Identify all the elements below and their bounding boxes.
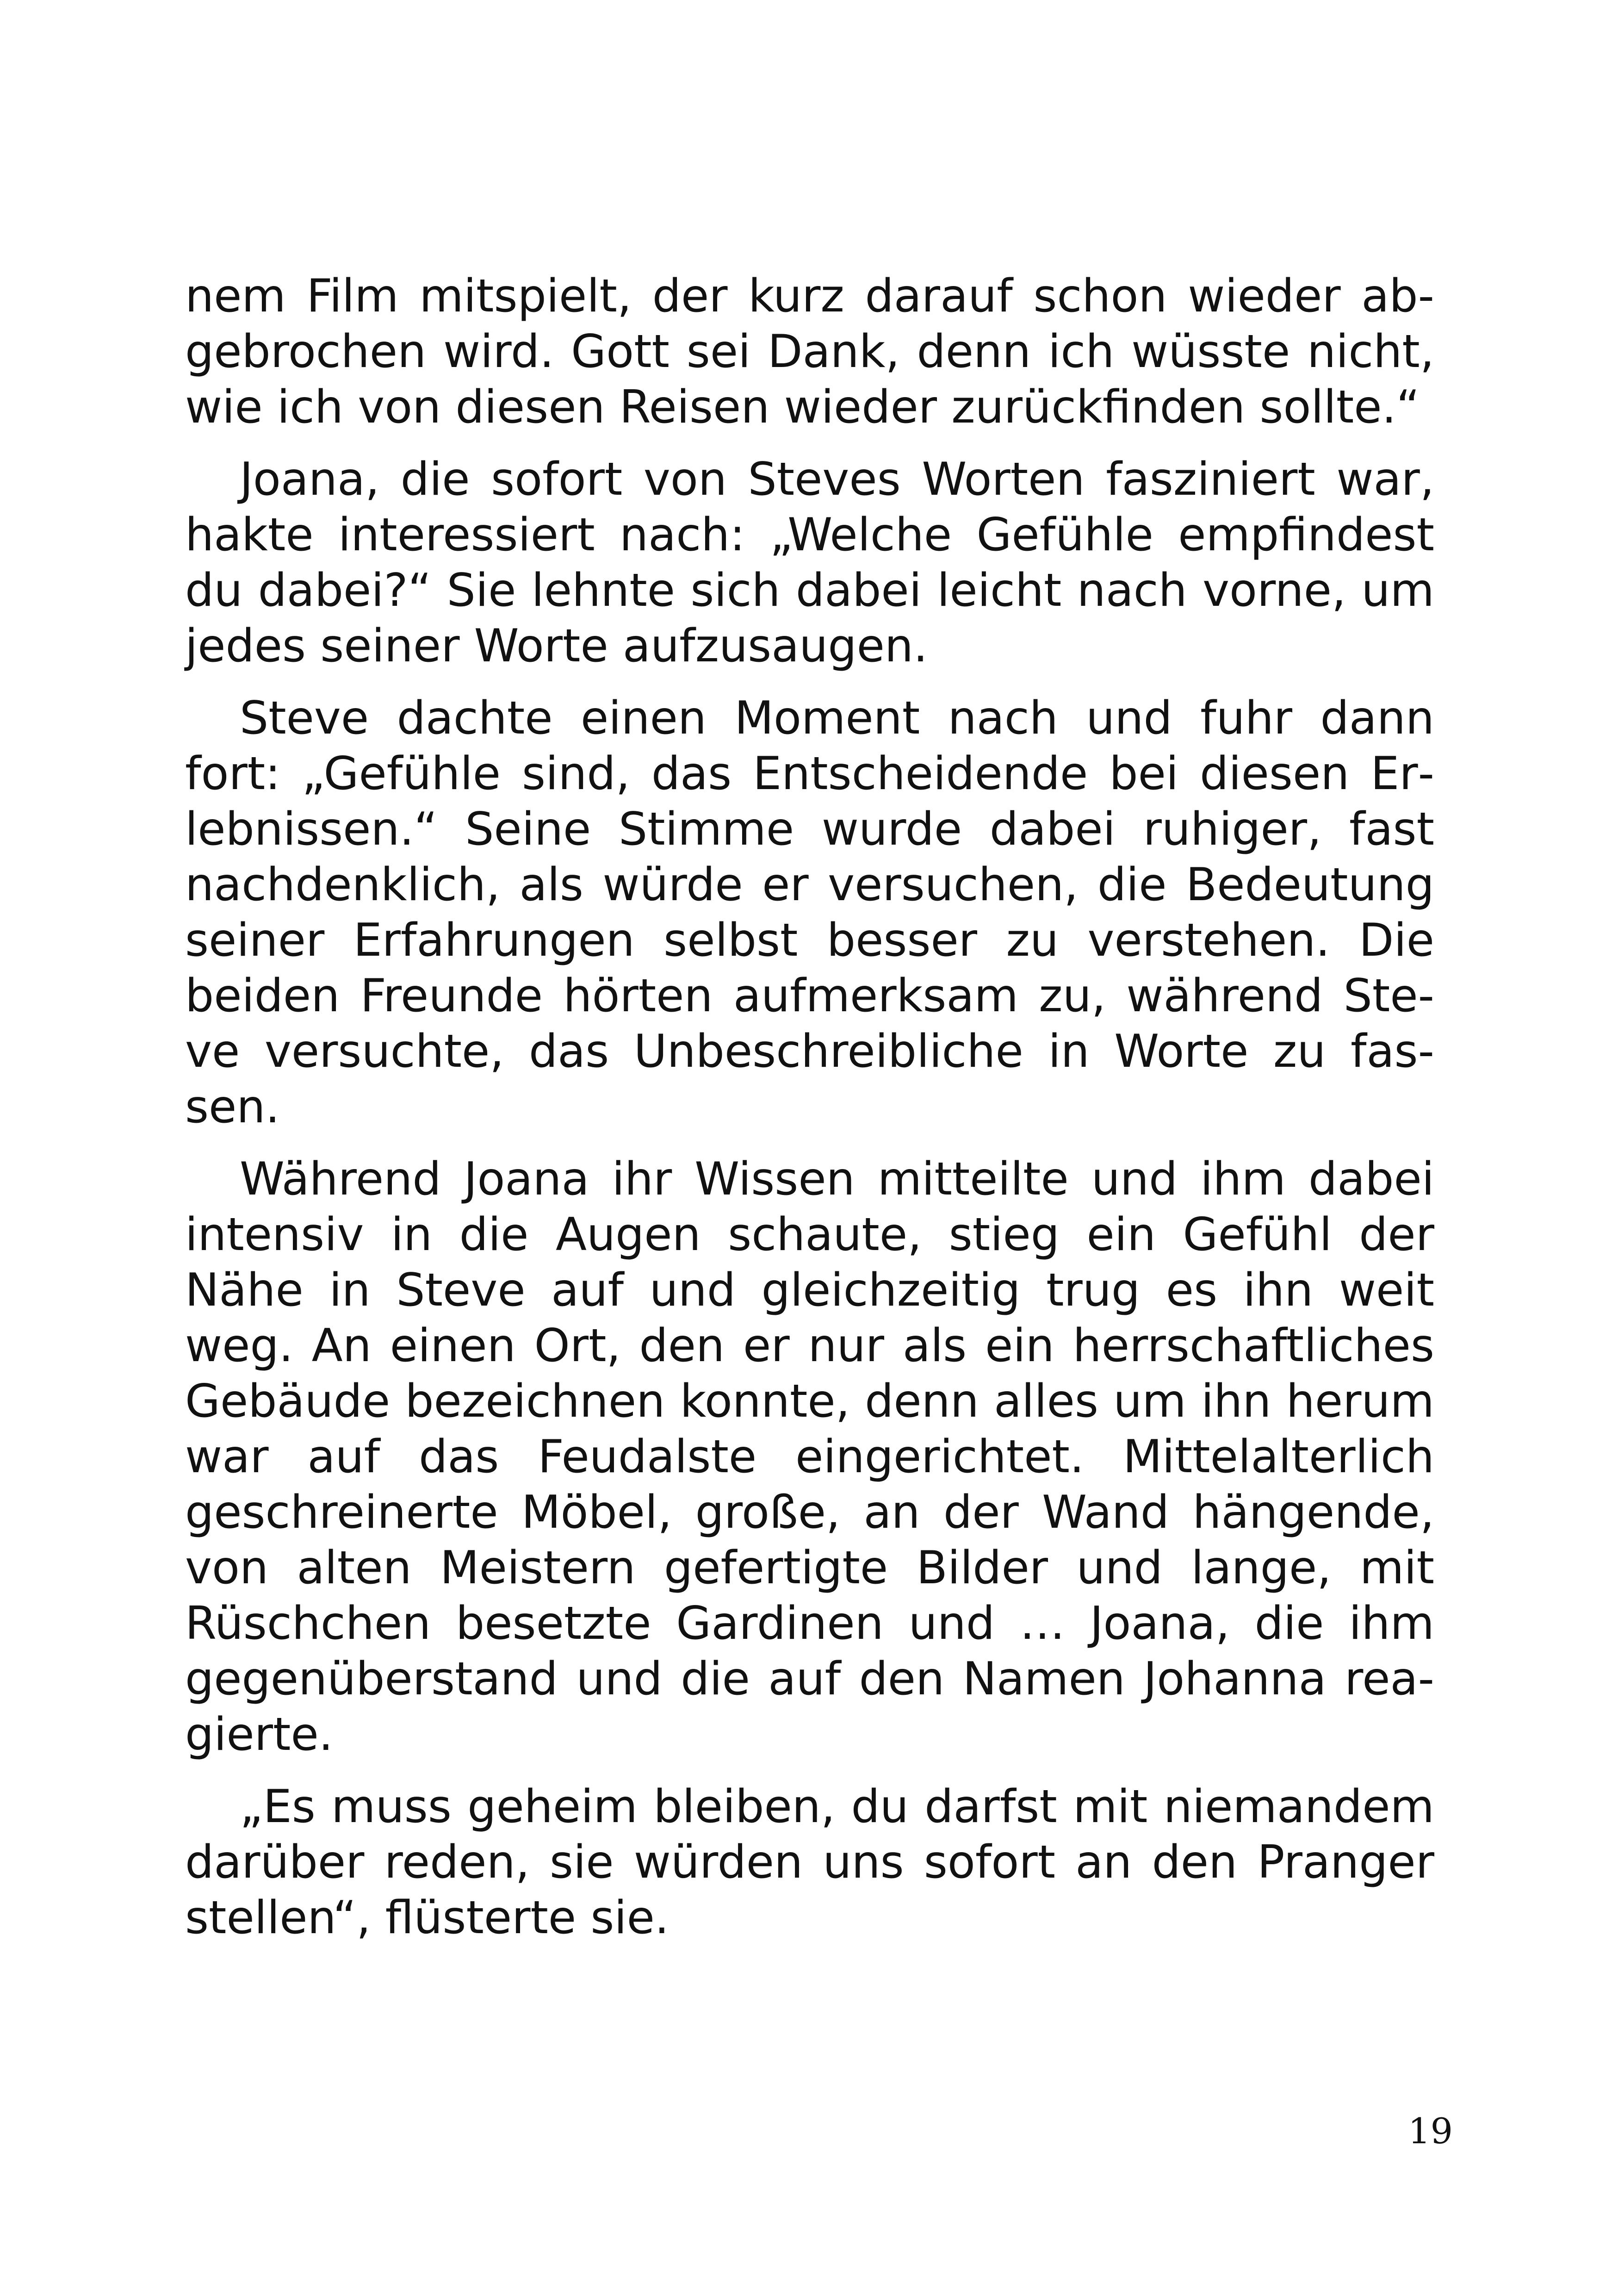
paragraph: Während Joana ihr Wissen mitteilte und ihm dabei intensiv in die Augen schaute, stieg ein Gefühl der Nähe in Steve auf und gleichzeitig trug es ihn weit weg. An einen Ort, den er nur als ein herrschaftliches Gebäude bezeichnen konnte, denn alles um ihn herum war auf das Feudalste eingerichtet. Mittelalterlich geschreinerte Möbel, große, an der Wand hängende, von alten Meistern gefertigte Bilder und lange, mit Rüschchen besetzte Gardinen und … Joana, die ihm gegenüberstand und die auf den Namen Johanna reagierte. — [185, 1153, 1434, 1761]
paragraph-continuation: nem Film mitspielt, der kurz darauf schon wieder abgebrochen wird. Gott sei Dank, denn ich wüsste nicht, wie ich von diesen Reisen wieder zurückfinden sollte.“ — [185, 270, 1434, 434]
paragraph: Joana, die sofort von Steves Worten fasziniert war, hakte interessiert nach: „Welche Gefühle empfindest du dabei?“ Sie lehnte sich dabei leicht nach vorne, um jedes seiner Worte aufzusaugen. — [185, 453, 1434, 672]
paragraph: „Es muss geheim bleiben, du darfst mit niemandem darüber reden, sie würden uns sofort an den Pranger stellen“, flüsterte sie. — [185, 1780, 1434, 1944]
page-number: 19 — [1408, 2110, 1453, 2152]
paragraph: Steve dachte einen Moment nach und fuhr dann fort: „Gefühle sind, das Entscheidende bei diesen Erlebnissen.“ Seine Stimme wurde dabei ruhiger, fast nachdenklich, als würde er versuchen, die Bedeutung seiner Erfahrungen selbst besser zu verstehen. Die beiden Freunde hörten aufmerksam zu, während Steve versuchte, das Unbeschreibliche in Worte zu fassen. — [185, 692, 1434, 1133]
body-text — [185, 268, 1434, 1946]
